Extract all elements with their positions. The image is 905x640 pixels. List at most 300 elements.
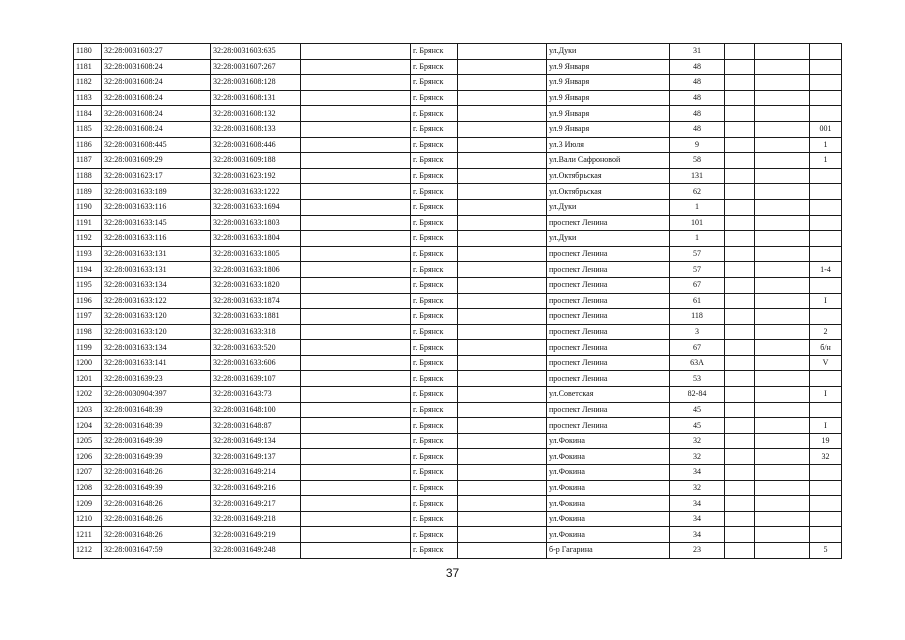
row-number-cell: 1182: [74, 75, 102, 91]
table-row: [74, 168, 842, 184]
object-number-cell: 32:28:0031639:107: [211, 371, 301, 387]
blank-col-cell: [755, 121, 810, 137]
blank-col-cell: [458, 121, 547, 137]
unit-number-cell: 2: [810, 324, 842, 340]
parcel-number-cell: 32:28:0031648:26: [102, 511, 211, 527]
blank-col-cell: [301, 340, 411, 356]
blank-col-cell: [755, 277, 810, 293]
street-address-cell: ул.Фокина: [547, 449, 670, 465]
street-address-cell: ул.Фокина: [547, 433, 670, 449]
blank-col-cell: [725, 527, 755, 543]
street-address-cell: проспект Ленина: [547, 246, 670, 262]
unit-number-cell: V: [810, 355, 842, 371]
blank-col-cell: [725, 543, 755, 559]
blank-col-cell: [725, 293, 755, 309]
table-row: [74, 75, 842, 91]
object-number-cell: 32:28:0031633:1881: [211, 309, 301, 325]
house-number-cell: 53: [670, 371, 725, 387]
parcel-number-cell: 32:28:0031633:189: [102, 184, 211, 200]
blank-col-cell: [755, 59, 810, 75]
blank-col-cell: [301, 496, 411, 512]
street-address-cell: ул.3 Июля: [547, 137, 670, 153]
blank-col-cell: [458, 137, 547, 153]
street-address-cell: ул.Вали Сафроновой: [547, 153, 670, 169]
unit-number-cell: [810, 199, 842, 215]
blank-col-cell: [458, 527, 547, 543]
table-row: [74, 262, 842, 278]
blank-col-cell: [301, 184, 411, 200]
row-number-cell: 1198: [74, 324, 102, 340]
street-address-cell: ул.Фокина: [547, 527, 670, 543]
parcel-number-cell: 32:28:0031633:116: [102, 199, 211, 215]
street-address-cell: ул.Октябрьская: [547, 184, 670, 200]
parcel-number-cell: 32:28:0031608:24: [102, 106, 211, 122]
blank-col-cell: [755, 90, 810, 106]
row-number-cell: 1189: [74, 184, 102, 200]
blank-col-cell: [755, 215, 810, 231]
blank-col-cell: [458, 277, 547, 293]
blank-col-cell: [301, 527, 411, 543]
house-number-cell: 34: [670, 465, 725, 481]
row-number-cell: 1184: [74, 106, 102, 122]
blank-col-cell: [301, 433, 411, 449]
blank-col-cell: [755, 324, 810, 340]
blank-col-cell: [301, 355, 411, 371]
blank-col-cell: [755, 449, 810, 465]
table-row: [74, 59, 842, 75]
object-number-cell: 32:28:0031603:635: [211, 44, 301, 60]
blank-col-cell: [725, 75, 755, 91]
blank-col-cell: [725, 309, 755, 325]
parcel-number-cell: 32:28:0031648:26: [102, 496, 211, 512]
blank-col-cell: [725, 59, 755, 75]
table-row: [74, 433, 842, 449]
house-number-cell: 82-84: [670, 387, 725, 403]
blank-col-cell: [458, 465, 547, 481]
street-address-cell: проспект Ленина: [547, 418, 670, 434]
register-table: [73, 43, 842, 559]
object-number-cell: 32:28:0031633:1806: [211, 262, 301, 278]
blank-col-cell: [725, 387, 755, 403]
object-number-cell: 32:28:0031633:606: [211, 355, 301, 371]
row-number-cell: 1180: [74, 44, 102, 60]
blank-col-cell: [755, 340, 810, 356]
blank-col-cell: [725, 402, 755, 418]
blank-col-cell: [755, 527, 810, 543]
city-cell: г. Брянск: [411, 262, 458, 278]
table-row: [74, 293, 842, 309]
object-number-cell: 32:28:0031633:1820: [211, 277, 301, 293]
row-number-cell: 1183: [74, 90, 102, 106]
blank-col-cell: [755, 153, 810, 169]
object-number-cell: 32:28:0031649:137: [211, 449, 301, 465]
blank-col-cell: [755, 496, 810, 512]
unit-number-cell: [810, 309, 842, 325]
blank-col-cell: [755, 106, 810, 122]
blank-col-cell: [725, 184, 755, 200]
row-number-cell: 1190: [74, 199, 102, 215]
parcel-number-cell: 32:28:0031648:39: [102, 418, 211, 434]
blank-col-cell: [301, 231, 411, 247]
table-row: [74, 371, 842, 387]
blank-col-cell: [301, 449, 411, 465]
unit-number-cell: [810, 511, 842, 527]
blank-col-cell: [755, 387, 810, 403]
table-row: [74, 90, 842, 106]
object-number-cell: 32:28:0031649:218: [211, 511, 301, 527]
blank-col-cell: [458, 184, 547, 200]
house-number-cell: 48: [670, 59, 725, 75]
blank-col-cell: [755, 293, 810, 309]
blank-col-cell: [725, 340, 755, 356]
row-number-cell: 1212: [74, 543, 102, 559]
unit-number-cell: [810, 168, 842, 184]
city-cell: г. Брянск: [411, 106, 458, 122]
unit-number-cell: [810, 75, 842, 91]
parcel-number-cell: 32:28:0031623:17: [102, 168, 211, 184]
street-address-cell: проспект Ленина: [547, 309, 670, 325]
house-number-cell: 34: [670, 527, 725, 543]
blank-col-cell: [458, 480, 547, 496]
house-number-cell: 32: [670, 449, 725, 465]
city-cell: г. Брянск: [411, 387, 458, 403]
unit-number-cell: 1-4: [810, 262, 842, 278]
blank-col-cell: [755, 355, 810, 371]
city-cell: г. Брянск: [411, 137, 458, 153]
blank-col-cell: [458, 340, 547, 356]
house-number-cell: 23: [670, 543, 725, 559]
blank-col-cell: [725, 262, 755, 278]
blank-col-cell: [301, 90, 411, 106]
row-number-cell: 1187: [74, 153, 102, 169]
street-address-cell: ул.Дуки: [547, 199, 670, 215]
city-cell: г. Брянск: [411, 277, 458, 293]
row-number-cell: 1211: [74, 527, 102, 543]
blank-col-cell: [725, 371, 755, 387]
house-number-cell: 45: [670, 402, 725, 418]
table-row: [74, 215, 842, 231]
street-address-cell: проспект Ленина: [547, 293, 670, 309]
city-cell: г. Брянск: [411, 246, 458, 262]
blank-col-cell: [458, 309, 547, 325]
parcel-number-cell: 32:28:0031608:24: [102, 90, 211, 106]
blank-col-cell: [301, 511, 411, 527]
parcel-number-cell: 32:28:0030904:397: [102, 387, 211, 403]
city-cell: г. Брянск: [411, 496, 458, 512]
table-row: [74, 355, 842, 371]
blank-col-cell: [725, 277, 755, 293]
object-number-cell: 32:28:0031633:1803: [211, 215, 301, 231]
blank-col-cell: [458, 324, 547, 340]
street-address-cell: ул.Дуки: [547, 231, 670, 247]
city-cell: г. Брянск: [411, 153, 458, 169]
house-number-cell: 45: [670, 418, 725, 434]
blank-col-cell: [725, 480, 755, 496]
table-row: [74, 449, 842, 465]
row-number-cell: 1194: [74, 262, 102, 278]
unit-number-cell: I: [810, 293, 842, 309]
unit-number-cell: [810, 465, 842, 481]
blank-col-cell: [725, 121, 755, 137]
blank-col-cell: [725, 168, 755, 184]
blank-col-cell: [458, 293, 547, 309]
row-number-cell: 1199: [74, 340, 102, 356]
table-row: [74, 340, 842, 356]
blank-col-cell: [725, 215, 755, 231]
blank-col-cell: [755, 75, 810, 91]
table-row: [74, 231, 842, 247]
unit-number-cell: [810, 496, 842, 512]
parcel-number-cell: 32:28:0031648:39: [102, 402, 211, 418]
table-row: [74, 44, 842, 60]
house-number-cell: 34: [670, 511, 725, 527]
blank-col-cell: [301, 277, 411, 293]
blank-col-cell: [458, 418, 547, 434]
city-cell: г. Брянск: [411, 59, 458, 75]
blank-col-cell: [755, 511, 810, 527]
parcel-number-cell: 32:28:0031633:134: [102, 340, 211, 356]
city-cell: г. Брянск: [411, 433, 458, 449]
house-number-cell: 63А: [670, 355, 725, 371]
row-number-cell: 1201: [74, 371, 102, 387]
house-number-cell: 32: [670, 480, 725, 496]
row-number-cell: 1185: [74, 121, 102, 137]
blank-col-cell: [458, 371, 547, 387]
blank-col-cell: [301, 324, 411, 340]
blank-col-cell: [301, 262, 411, 278]
street-address-cell: ул.Советская: [547, 387, 670, 403]
object-number-cell: 32:28:0031608:132: [211, 106, 301, 122]
row-number-cell: 1200: [74, 355, 102, 371]
parcel-number-cell: 32:28:0031633:131: [102, 246, 211, 262]
row-number-cell: 1204: [74, 418, 102, 434]
blank-col-cell: [458, 44, 547, 60]
blank-col-cell: [301, 293, 411, 309]
blank-col-cell: [755, 418, 810, 434]
table-row: [74, 324, 842, 340]
house-number-cell: 57: [670, 262, 725, 278]
blank-col-cell: [725, 246, 755, 262]
blank-col-cell: [458, 75, 547, 91]
object-number-cell: 32:28:0031648:100: [211, 402, 301, 418]
object-number-cell: 32:28:0031608:446: [211, 137, 301, 153]
blank-col-cell: [725, 496, 755, 512]
blank-col-cell: [725, 44, 755, 60]
blank-col-cell: [458, 543, 547, 559]
house-number-cell: 48: [670, 121, 725, 137]
object-number-cell: 32:28:0031648:87: [211, 418, 301, 434]
city-cell: г. Брянск: [411, 449, 458, 465]
blank-col-cell: [301, 543, 411, 559]
blank-col-cell: [725, 449, 755, 465]
blank-col-cell: [458, 168, 547, 184]
blank-col-cell: [458, 231, 547, 247]
parcel-number-cell: 32:28:0031603:27: [102, 44, 211, 60]
house-number-cell: 3: [670, 324, 725, 340]
house-number-cell: 1: [670, 231, 725, 247]
blank-col-cell: [458, 90, 547, 106]
street-address-cell: ул.Фокина: [547, 496, 670, 512]
parcel-number-cell: 32:28:0031633:145: [102, 215, 211, 231]
table-row: [74, 418, 842, 434]
row-number-cell: 1202: [74, 387, 102, 403]
row-number-cell: 1192: [74, 231, 102, 247]
city-cell: г. Брянск: [411, 371, 458, 387]
blank-col-cell: [301, 215, 411, 231]
blank-col-cell: [458, 215, 547, 231]
city-cell: г. Брянск: [411, 90, 458, 106]
street-address-cell: проспект Ленина: [547, 340, 670, 356]
unit-number-cell: 32: [810, 449, 842, 465]
house-number-cell: 34: [670, 496, 725, 512]
blank-col-cell: [301, 153, 411, 169]
blank-col-cell: [755, 231, 810, 247]
object-number-cell: 32:28:0031623:192: [211, 168, 301, 184]
blank-col-cell: [458, 246, 547, 262]
table-row: [74, 527, 842, 543]
house-number-cell: 32: [670, 433, 725, 449]
parcel-number-cell: 32:28:0031609:29: [102, 153, 211, 169]
unit-number-cell: [810, 480, 842, 496]
house-number-cell: 48: [670, 75, 725, 91]
row-number-cell: 1181: [74, 59, 102, 75]
parcel-number-cell: 32:28:0031649:39: [102, 433, 211, 449]
house-number-cell: 48: [670, 106, 725, 122]
street-address-cell: ул.Фокина: [547, 511, 670, 527]
row-number-cell: 1209: [74, 496, 102, 512]
parcel-number-cell: 32:28:0031633:141: [102, 355, 211, 371]
street-address-cell: проспект Ленина: [547, 262, 670, 278]
street-address-cell: ул.Фокина: [547, 465, 670, 481]
blank-col-cell: [755, 246, 810, 262]
house-number-cell: 31: [670, 44, 725, 60]
blank-col-cell: [458, 153, 547, 169]
unit-number-cell: 1: [810, 137, 842, 153]
parcel-number-cell: 32:28:0031649:39: [102, 480, 211, 496]
table-row: [74, 121, 842, 137]
parcel-number-cell: 32:28:0031608:24: [102, 59, 211, 75]
street-address-cell: ул.9 Января: [547, 121, 670, 137]
parcel-number-cell: 32:28:0031608:445: [102, 137, 211, 153]
blank-col-cell: [755, 309, 810, 325]
table-row: [74, 511, 842, 527]
city-cell: г. Брянск: [411, 184, 458, 200]
house-number-cell: 1: [670, 199, 725, 215]
object-number-cell: 32:28:0031633:1694: [211, 199, 301, 215]
page-number: 37: [445, 566, 460, 580]
blank-col-cell: [725, 90, 755, 106]
parcel-number-cell: 32:28:0031633:120: [102, 309, 211, 325]
row-number-cell: 1207: [74, 465, 102, 481]
house-number-cell: 67: [670, 340, 725, 356]
unit-number-cell: б/н: [810, 340, 842, 356]
row-number-cell: 1208: [74, 480, 102, 496]
blank-col-cell: [755, 543, 810, 559]
city-cell: г. Брянск: [411, 75, 458, 91]
city-cell: г. Брянск: [411, 168, 458, 184]
blank-col-cell: [301, 371, 411, 387]
blank-col-cell: [458, 262, 547, 278]
row-number-cell: 1191: [74, 215, 102, 231]
table-row: [74, 480, 842, 496]
blank-col-cell: [725, 199, 755, 215]
city-cell: г. Брянск: [411, 215, 458, 231]
unit-number-cell: I: [810, 418, 842, 434]
object-number-cell: 32:28:0031649:214: [211, 465, 301, 481]
blank-col-cell: [755, 262, 810, 278]
blank-col-cell: [725, 106, 755, 122]
street-address-cell: проспект Ленина: [547, 402, 670, 418]
blank-col-cell: [458, 387, 547, 403]
street-address-cell: проспект Ленина: [547, 277, 670, 293]
unit-number-cell: [810, 246, 842, 262]
object-number-cell: 32:28:0031633:1804: [211, 231, 301, 247]
blank-col-cell: [755, 402, 810, 418]
house-number-cell: 58: [670, 153, 725, 169]
city-cell: г. Брянск: [411, 418, 458, 434]
street-address-cell: ул.9 Января: [547, 90, 670, 106]
row-number-cell: 1188: [74, 168, 102, 184]
parcel-number-cell: 32:28:0031633:122: [102, 293, 211, 309]
table-row: [74, 184, 842, 200]
street-address-cell: б-р Гагарина: [547, 543, 670, 559]
parcel-number-cell: 32:28:0031639:23: [102, 371, 211, 387]
table-row: [74, 543, 842, 559]
house-number-cell: 57: [670, 246, 725, 262]
city-cell: г. Брянск: [411, 199, 458, 215]
object-number-cell: 32:28:0031649:219: [211, 527, 301, 543]
row-number-cell: 1206: [74, 449, 102, 465]
blank-col-cell: [301, 465, 411, 481]
blank-col-cell: [301, 309, 411, 325]
blank-col-cell: [725, 324, 755, 340]
object-number-cell: 32:28:0031607:267: [211, 59, 301, 75]
row-number-cell: 1186: [74, 137, 102, 153]
row-number-cell: 1203: [74, 402, 102, 418]
blank-col-cell: [301, 199, 411, 215]
city-cell: г. Брянск: [411, 480, 458, 496]
blank-col-cell: [458, 59, 547, 75]
parcel-number-cell: 32:28:0031649:39: [102, 449, 211, 465]
house-number-cell: 67: [670, 277, 725, 293]
blank-col-cell: [725, 137, 755, 153]
row-number-cell: 1196: [74, 293, 102, 309]
table-row: [74, 465, 842, 481]
unit-number-cell: [810, 402, 842, 418]
city-cell: г. Брянск: [411, 465, 458, 481]
object-number-cell: 32:28:0031608:128: [211, 75, 301, 91]
blank-col-cell: [755, 137, 810, 153]
blank-col-cell: [725, 355, 755, 371]
house-number-cell: 101: [670, 215, 725, 231]
blank-col-cell: [458, 449, 547, 465]
street-address-cell: ул.Дуки: [547, 44, 670, 60]
blank-col-cell: [301, 44, 411, 60]
object-number-cell: 32:28:0031633:1805: [211, 246, 301, 262]
blank-col-cell: [301, 387, 411, 403]
blank-col-cell: [725, 465, 755, 481]
unit-number-cell: 5: [810, 543, 842, 559]
city-cell: г. Брянск: [411, 340, 458, 356]
blank-col-cell: [458, 199, 547, 215]
unit-number-cell: [810, 59, 842, 75]
unit-number-cell: [810, 231, 842, 247]
blank-col-cell: [301, 121, 411, 137]
table-row: [74, 106, 842, 122]
object-number-cell: 32:28:0031633:520: [211, 340, 301, 356]
street-address-cell: ул.Октябрьская: [547, 168, 670, 184]
blank-col-cell: [301, 402, 411, 418]
